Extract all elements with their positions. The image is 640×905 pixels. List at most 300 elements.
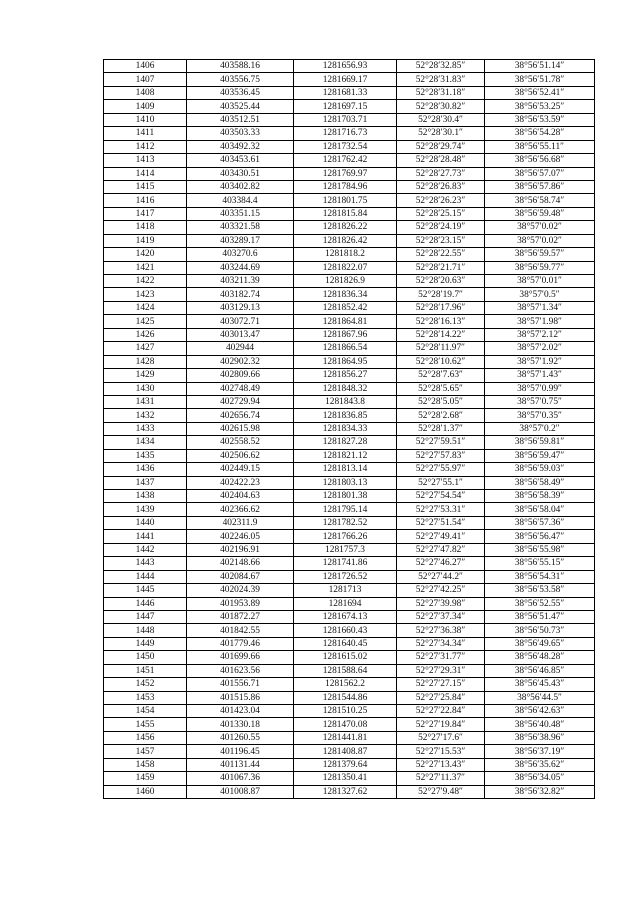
latitude-cell: 52°28′30.4″ bbox=[397, 113, 485, 126]
latitude-cell: 52°27′19.84″ bbox=[397, 718, 485, 731]
latitude-cell: 52°27′31.77″ bbox=[397, 651, 485, 664]
y-coordinate-cell: 1281843.8 bbox=[294, 395, 397, 408]
point-number-cell: 1459 bbox=[104, 772, 187, 785]
latitude-cell: 52°28′31.83″ bbox=[397, 73, 485, 86]
x-coordinate-cell: 403072.71 bbox=[187, 315, 294, 328]
point-number-cell: 1442 bbox=[104, 543, 187, 556]
y-coordinate-cell: 1281713 bbox=[294, 584, 397, 597]
x-coordinate-cell: 403244.69 bbox=[187, 261, 294, 274]
x-coordinate-cell: 402024.39 bbox=[187, 584, 294, 597]
latitude-cell: 52°28′10.62″ bbox=[397, 355, 485, 368]
table-row bbox=[104, 369, 595, 382]
y-coordinate-cell: 1281784.96 bbox=[294, 180, 397, 193]
y-coordinate-cell: 1281656.93 bbox=[294, 60, 397, 73]
table-row bbox=[104, 476, 595, 489]
x-coordinate-cell: 402558.52 bbox=[187, 436, 294, 449]
point-number-cell: 1452 bbox=[104, 678, 187, 691]
x-coordinate-cell: 402506.62 bbox=[187, 449, 294, 462]
point-number-cell: 1422 bbox=[104, 275, 187, 288]
latitude-cell: 52°27′37.34″ bbox=[397, 610, 485, 623]
point-number-cell: 1414 bbox=[104, 167, 187, 180]
y-coordinate-cell: 1281852.42 bbox=[294, 301, 397, 314]
longitude-cell: 38°57′0.35″ bbox=[485, 409, 595, 422]
table-body bbox=[104, 60, 595, 799]
x-coordinate-cell: 402196.91 bbox=[187, 543, 294, 556]
point-number-cell: 1413 bbox=[104, 154, 187, 167]
latitude-cell: 52°28′30.82″ bbox=[397, 100, 485, 113]
x-coordinate-cell: 401008.87 bbox=[187, 785, 294, 798]
y-coordinate-cell: 1281813.14 bbox=[294, 463, 397, 476]
latitude-cell: 52°27′55.97″ bbox=[397, 463, 485, 476]
point-number-cell: 1407 bbox=[104, 73, 187, 86]
longitude-cell: 38°56′34.05″ bbox=[485, 772, 595, 785]
table-row bbox=[104, 234, 595, 247]
y-coordinate-cell: 1281757.3 bbox=[294, 543, 397, 556]
table-row bbox=[104, 772, 595, 785]
latitude-cell: 52°27′42.25″ bbox=[397, 584, 485, 597]
y-coordinate-cell: 1281640.45 bbox=[294, 637, 397, 650]
x-coordinate-cell: 403512.51 bbox=[187, 113, 294, 126]
longitude-cell: 38°56′37.19″ bbox=[485, 745, 595, 758]
table-row bbox=[104, 651, 595, 664]
y-coordinate-cell: 1281769.97 bbox=[294, 167, 397, 180]
x-coordinate-cell: 401131.44 bbox=[187, 758, 294, 771]
point-number-cell: 1420 bbox=[104, 248, 187, 261]
longitude-cell: 38°56′53.59″ bbox=[485, 113, 595, 126]
x-coordinate-cell: 402311.9 bbox=[187, 516, 294, 529]
longitude-cell: 38°56′32.82″ bbox=[485, 785, 595, 798]
longitude-cell: 38°57′0.75″ bbox=[485, 395, 595, 408]
longitude-cell: 38°56′58.74″ bbox=[485, 194, 595, 207]
point-number-cell: 1410 bbox=[104, 113, 187, 126]
table-row bbox=[104, 194, 595, 207]
longitude-cell: 38°57′1.34″ bbox=[485, 301, 595, 314]
latitude-cell: 52°28′22.55″ bbox=[397, 248, 485, 261]
x-coordinate-cell: 403556.75 bbox=[187, 73, 294, 86]
point-number-cell: 1446 bbox=[104, 597, 187, 610]
table-row bbox=[104, 705, 595, 718]
point-number-cell: 1460 bbox=[104, 785, 187, 798]
longitude-cell: 38°56′58.04″ bbox=[485, 503, 595, 516]
longitude-cell: 38°56′57.86″ bbox=[485, 180, 595, 193]
latitude-cell: 52°27′11.37″ bbox=[397, 772, 485, 785]
longitude-cell: 38°56′53.25″ bbox=[485, 100, 595, 113]
y-coordinate-cell: 1281866.54 bbox=[294, 342, 397, 355]
longitude-cell: 38°56′59.03″ bbox=[485, 463, 595, 476]
point-number-cell: 1433 bbox=[104, 422, 187, 435]
point-number-cell: 1427 bbox=[104, 342, 187, 355]
y-coordinate-cell: 1281697.15 bbox=[294, 100, 397, 113]
latitude-cell: 52°28′7.63″ bbox=[397, 369, 485, 382]
latitude-cell: 52°28′32.85″ bbox=[397, 60, 485, 73]
table-row bbox=[104, 758, 595, 771]
y-coordinate-cell: 1281681.33 bbox=[294, 86, 397, 99]
longitude-cell: 38°56′35.62″ bbox=[485, 758, 595, 771]
table-row bbox=[104, 718, 595, 731]
y-coordinate-cell: 1281822.07 bbox=[294, 261, 397, 274]
x-coordinate-cell: 401556.71 bbox=[187, 678, 294, 691]
y-coordinate-cell: 1281588.64 bbox=[294, 664, 397, 677]
y-coordinate-cell: 1281741.86 bbox=[294, 557, 397, 570]
latitude-cell: 52°27′44.2″ bbox=[397, 570, 485, 583]
table-row bbox=[104, 422, 595, 435]
longitude-cell: 38°56′59.77″ bbox=[485, 261, 595, 274]
table-row bbox=[104, 86, 595, 99]
table-row bbox=[104, 678, 595, 691]
x-coordinate-cell: 401067.36 bbox=[187, 772, 294, 785]
latitude-cell: 52°28′24.19″ bbox=[397, 221, 485, 234]
x-coordinate-cell: 403503.33 bbox=[187, 127, 294, 140]
point-number-cell: 1431 bbox=[104, 395, 187, 408]
point-number-cell: 1426 bbox=[104, 328, 187, 341]
latitude-cell: 52°27′29.31″ bbox=[397, 664, 485, 677]
y-coordinate-cell: 1281834.33 bbox=[294, 422, 397, 435]
point-number-cell: 1409 bbox=[104, 100, 187, 113]
x-coordinate-cell: 403013.47 bbox=[187, 328, 294, 341]
x-coordinate-cell: 403321.58 bbox=[187, 221, 294, 234]
latitude-cell: 52°28′5.05″ bbox=[397, 395, 485, 408]
table-row bbox=[104, 167, 595, 180]
table-row bbox=[104, 127, 595, 140]
latitude-cell: 52°28′14.22″ bbox=[397, 328, 485, 341]
y-coordinate-cell: 1281408.87 bbox=[294, 745, 397, 758]
table-row bbox=[104, 261, 595, 274]
table-row bbox=[104, 140, 595, 153]
longitude-cell: 38°57′1.43″ bbox=[485, 369, 595, 382]
longitude-cell: 38°57′2.02″ bbox=[485, 342, 595, 355]
table-row bbox=[104, 100, 595, 113]
longitude-cell: 38°56′42.63″ bbox=[485, 705, 595, 718]
x-coordinate-cell: 402748.49 bbox=[187, 382, 294, 395]
latitude-cell: 52°27′9.48″ bbox=[397, 785, 485, 798]
table-row bbox=[104, 180, 595, 193]
latitude-cell: 52°27′57.83″ bbox=[397, 449, 485, 462]
longitude-cell: 38°56′59.48″ bbox=[485, 207, 595, 220]
latitude-cell: 52°28′11.97″ bbox=[397, 342, 485, 355]
latitude-cell: 52°27′54.54″ bbox=[397, 490, 485, 503]
latitude-cell: 52°28′16.13″ bbox=[397, 315, 485, 328]
y-coordinate-cell: 1281726.52 bbox=[294, 570, 397, 583]
longitude-cell: 38°56′44.5″ bbox=[485, 691, 595, 704]
longitude-cell: 38°56′59.81″ bbox=[485, 436, 595, 449]
point-number-cell: 1429 bbox=[104, 369, 187, 382]
latitude-cell: 52°28′29.74″ bbox=[397, 140, 485, 153]
longitude-cell: 38°57′0.02″ bbox=[485, 234, 595, 247]
x-coordinate-cell: 403430.51 bbox=[187, 167, 294, 180]
table-row bbox=[104, 355, 595, 368]
latitude-cell: 52°27′22.84″ bbox=[397, 705, 485, 718]
x-coordinate-cell: 401699.66 bbox=[187, 651, 294, 664]
table-row bbox=[104, 382, 595, 395]
point-number-cell: 1439 bbox=[104, 503, 187, 516]
x-coordinate-cell: 403289.17 bbox=[187, 234, 294, 247]
y-coordinate-cell: 1281694 bbox=[294, 597, 397, 610]
y-coordinate-cell: 1281327.62 bbox=[294, 785, 397, 798]
y-coordinate-cell: 1281826.9 bbox=[294, 275, 397, 288]
longitude-cell: 38°56′38.96″ bbox=[485, 731, 595, 744]
x-coordinate-cell: 402246.05 bbox=[187, 530, 294, 543]
table-row bbox=[104, 248, 595, 261]
table-row bbox=[104, 315, 595, 328]
table-row bbox=[104, 409, 595, 422]
point-number-cell: 1435 bbox=[104, 449, 187, 462]
point-number-cell: 1450 bbox=[104, 651, 187, 664]
table-row bbox=[104, 530, 595, 543]
y-coordinate-cell: 1281615.02 bbox=[294, 651, 397, 664]
latitude-cell: 52°27′34.34″ bbox=[397, 637, 485, 650]
y-coordinate-cell: 1281864.81 bbox=[294, 315, 397, 328]
x-coordinate-cell: 401842.55 bbox=[187, 624, 294, 637]
coordinates-table bbox=[103, 59, 595, 799]
x-coordinate-cell: 401779.46 bbox=[187, 637, 294, 650]
point-number-cell: 1406 bbox=[104, 60, 187, 73]
point-number-cell: 1445 bbox=[104, 584, 187, 597]
table-row bbox=[104, 557, 595, 570]
latitude-cell: 52°27′27.15″ bbox=[397, 678, 485, 691]
longitude-cell: 38°56′40.48″ bbox=[485, 718, 595, 731]
table-row bbox=[104, 731, 595, 744]
y-coordinate-cell: 1281801.75 bbox=[294, 194, 397, 207]
point-number-cell: 1419 bbox=[104, 234, 187, 247]
point-number-cell: 1454 bbox=[104, 705, 187, 718]
y-coordinate-cell: 1281762.42 bbox=[294, 154, 397, 167]
y-coordinate-cell: 1281815.84 bbox=[294, 207, 397, 220]
point-number-cell: 1430 bbox=[104, 382, 187, 395]
point-number-cell: 1458 bbox=[104, 758, 187, 771]
latitude-cell: 52°28′1.37″ bbox=[397, 422, 485, 435]
y-coordinate-cell: 1281510.25 bbox=[294, 705, 397, 718]
longitude-cell: 38°56′50.73″ bbox=[485, 624, 595, 637]
point-number-cell: 1453 bbox=[104, 691, 187, 704]
latitude-cell: 52°27′17.6″ bbox=[397, 731, 485, 744]
x-coordinate-cell: 402809.66 bbox=[187, 369, 294, 382]
table-row bbox=[104, 301, 595, 314]
longitude-cell: 38°56′49.65″ bbox=[485, 637, 595, 650]
latitude-cell: 52°28′27.73″ bbox=[397, 167, 485, 180]
point-number-cell: 1428 bbox=[104, 355, 187, 368]
table-row bbox=[104, 154, 595, 167]
table-row bbox=[104, 328, 595, 341]
y-coordinate-cell: 1281716.73 bbox=[294, 127, 397, 140]
point-number-cell: 1443 bbox=[104, 557, 187, 570]
point-number-cell: 1417 bbox=[104, 207, 187, 220]
table-row bbox=[104, 436, 595, 449]
longitude-cell: 38°56′57.07″ bbox=[485, 167, 595, 180]
x-coordinate-cell: 403129.13 bbox=[187, 301, 294, 314]
y-coordinate-cell: 1281544.86 bbox=[294, 691, 397, 704]
table-row bbox=[104, 597, 595, 610]
table-row bbox=[104, 449, 595, 462]
x-coordinate-cell: 402422.23 bbox=[187, 476, 294, 489]
point-number-cell: 1448 bbox=[104, 624, 187, 637]
table-row bbox=[104, 610, 595, 623]
longitude-cell: 38°56′46.85″ bbox=[485, 664, 595, 677]
table-row bbox=[104, 275, 595, 288]
latitude-cell: 52°28′20.63″ bbox=[397, 275, 485, 288]
latitude-cell: 52°27′25.84″ bbox=[397, 691, 485, 704]
longitude-cell: 38°56′48.28″ bbox=[485, 651, 595, 664]
x-coordinate-cell: 401423.04 bbox=[187, 705, 294, 718]
point-number-cell: 1449 bbox=[104, 637, 187, 650]
latitude-cell: 52°27′15.53″ bbox=[397, 745, 485, 758]
point-number-cell: 1412 bbox=[104, 140, 187, 153]
y-coordinate-cell: 1281836.34 bbox=[294, 288, 397, 301]
x-coordinate-cell: 403402.82 bbox=[187, 180, 294, 193]
latitude-cell: 52°28′26.83″ bbox=[397, 180, 485, 193]
y-coordinate-cell: 1281826.42 bbox=[294, 234, 397, 247]
x-coordinate-cell: 402656.74 bbox=[187, 409, 294, 422]
y-coordinate-cell: 1281669.17 bbox=[294, 73, 397, 86]
latitude-cell: 52°28′19.7″ bbox=[397, 288, 485, 301]
latitude-cell: 52°28′28.48″ bbox=[397, 154, 485, 167]
x-coordinate-cell: 403270.6 bbox=[187, 248, 294, 261]
y-coordinate-cell: 1281350.41 bbox=[294, 772, 397, 785]
point-number-cell: 1436 bbox=[104, 463, 187, 476]
longitude-cell: 38°57′0.99″ bbox=[485, 382, 595, 395]
point-number-cell: 1421 bbox=[104, 261, 187, 274]
y-coordinate-cell: 1281836.85 bbox=[294, 409, 397, 422]
longitude-cell: 38°56′56.68″ bbox=[485, 154, 595, 167]
longitude-cell: 38°56′51.47″ bbox=[485, 610, 595, 623]
y-coordinate-cell: 1281470.08 bbox=[294, 718, 397, 731]
y-coordinate-cell: 1281856.27 bbox=[294, 369, 397, 382]
y-coordinate-cell: 1281827.28 bbox=[294, 436, 397, 449]
point-number-cell: 1455 bbox=[104, 718, 187, 731]
longitude-cell: 38°56′53.58″ bbox=[485, 584, 595, 597]
point-number-cell: 1432 bbox=[104, 409, 187, 422]
x-coordinate-cell: 401872.27 bbox=[187, 610, 294, 623]
x-coordinate-cell: 402729.94 bbox=[187, 395, 294, 408]
point-number-cell: 1424 bbox=[104, 301, 187, 314]
longitude-cell: 38°57′1.92″ bbox=[485, 355, 595, 368]
latitude-cell: 52°27′47.82″ bbox=[397, 543, 485, 556]
longitude-cell: 38°56′58.49″ bbox=[485, 476, 595, 489]
latitude-cell: 52°27′55.1″ bbox=[397, 476, 485, 489]
latitude-cell: 52°28′21.71″ bbox=[397, 261, 485, 274]
table-row bbox=[104, 490, 595, 503]
y-coordinate-cell: 1281674.13 bbox=[294, 610, 397, 623]
longitude-cell: 38°56′51.78″ bbox=[485, 73, 595, 86]
table-row bbox=[104, 637, 595, 650]
point-number-cell: 1447 bbox=[104, 610, 187, 623]
latitude-cell: 52°27′49.41″ bbox=[397, 530, 485, 543]
longitude-cell: 38°56′58.39″ bbox=[485, 490, 595, 503]
table-row bbox=[104, 570, 595, 583]
point-number-cell: 1408 bbox=[104, 86, 187, 99]
y-coordinate-cell: 1281703.71 bbox=[294, 113, 397, 126]
y-coordinate-cell: 1281801.38 bbox=[294, 490, 397, 503]
x-coordinate-cell: 403211.39 bbox=[187, 275, 294, 288]
point-number-cell: 1418 bbox=[104, 221, 187, 234]
latitude-cell: 52°27′36.38″ bbox=[397, 624, 485, 637]
table-row bbox=[104, 60, 595, 73]
longitude-cell: 38°56′54.31″ bbox=[485, 570, 595, 583]
point-number-cell: 1457 bbox=[104, 745, 187, 758]
y-coordinate-cell: 1281766.26 bbox=[294, 530, 397, 543]
table-row bbox=[104, 691, 595, 704]
table-row bbox=[104, 463, 595, 476]
x-coordinate-cell: 403351.15 bbox=[187, 207, 294, 220]
y-coordinate-cell: 1281818.2 bbox=[294, 248, 397, 261]
y-coordinate-cell: 1281782.52 bbox=[294, 516, 397, 529]
x-coordinate-cell: 403588.16 bbox=[187, 60, 294, 73]
point-number-cell: 1440 bbox=[104, 516, 187, 529]
latitude-cell: 52°27′53.31″ bbox=[397, 503, 485, 516]
table-row bbox=[104, 207, 595, 220]
point-number-cell: 1423 bbox=[104, 288, 187, 301]
table-row bbox=[104, 288, 595, 301]
point-number-cell: 1437 bbox=[104, 476, 187, 489]
x-coordinate-cell: 403525.44 bbox=[187, 100, 294, 113]
x-coordinate-cell: 402449.15 bbox=[187, 463, 294, 476]
point-number-cell: 1415 bbox=[104, 180, 187, 193]
latitude-cell: 52°27′46.27″ bbox=[397, 557, 485, 570]
point-number-cell: 1441 bbox=[104, 530, 187, 543]
y-coordinate-cell: 1281803.13 bbox=[294, 476, 397, 489]
table-row bbox=[104, 624, 595, 637]
x-coordinate-cell: 401260.55 bbox=[187, 731, 294, 744]
x-coordinate-cell: 401515.86 bbox=[187, 691, 294, 704]
y-coordinate-cell: 1281826.22 bbox=[294, 221, 397, 234]
longitude-cell: 38°56′57.36″ bbox=[485, 516, 595, 529]
table-row bbox=[104, 785, 595, 798]
latitude-cell: 52°28′2.68″ bbox=[397, 409, 485, 422]
latitude-cell: 52°28′26.23″ bbox=[397, 194, 485, 207]
table-row bbox=[104, 503, 595, 516]
point-number-cell: 1451 bbox=[104, 664, 187, 677]
x-coordinate-cell: 403492.32 bbox=[187, 140, 294, 153]
x-coordinate-cell: 402148.66 bbox=[187, 557, 294, 570]
latitude-cell: 52°28′25.15″ bbox=[397, 207, 485, 220]
table-row bbox=[104, 745, 595, 758]
table-row bbox=[104, 73, 595, 86]
latitude-cell: 52°28′23.15″ bbox=[397, 234, 485, 247]
x-coordinate-cell: 403453.61 bbox=[187, 154, 294, 167]
latitude-cell: 52°27′59.51″ bbox=[397, 436, 485, 449]
x-coordinate-cell: 402084.67 bbox=[187, 570, 294, 583]
x-coordinate-cell: 401330.18 bbox=[187, 718, 294, 731]
point-number-cell: 1456 bbox=[104, 731, 187, 744]
x-coordinate-cell: 402366.62 bbox=[187, 503, 294, 516]
longitude-cell: 38°56′52.41″ bbox=[485, 86, 595, 99]
y-coordinate-cell: 1281864.95 bbox=[294, 355, 397, 368]
x-coordinate-cell: 402902.32 bbox=[187, 355, 294, 368]
longitude-cell: 38°56′54.28″ bbox=[485, 127, 595, 140]
longitude-cell: 38°57′1.98″ bbox=[485, 315, 595, 328]
longitude-cell: 38°56′55.11″ bbox=[485, 140, 595, 153]
longitude-cell: 38°56′51.14″ bbox=[485, 60, 595, 73]
x-coordinate-cell: 401196.45 bbox=[187, 745, 294, 758]
table-row bbox=[104, 543, 595, 556]
point-number-cell: 1416 bbox=[104, 194, 187, 207]
point-number-cell: 1434 bbox=[104, 436, 187, 449]
latitude-cell: 52°27′13.43″ bbox=[397, 758, 485, 771]
table-row bbox=[104, 113, 595, 126]
latitude-cell: 52°27′51.54″ bbox=[397, 516, 485, 529]
x-coordinate-cell: 403182.74 bbox=[187, 288, 294, 301]
longitude-cell: 38°57′0.01″ bbox=[485, 275, 595, 288]
table-row bbox=[104, 395, 595, 408]
y-coordinate-cell: 1281867.96 bbox=[294, 328, 397, 341]
y-coordinate-cell: 1281441.81 bbox=[294, 731, 397, 744]
longitude-cell: 38°56′45.43″ bbox=[485, 678, 595, 691]
y-coordinate-cell: 1281848.32 bbox=[294, 382, 397, 395]
longitude-cell: 38°57′0.5″ bbox=[485, 288, 595, 301]
latitude-cell: 52°28′30.1″ bbox=[397, 127, 485, 140]
x-coordinate-cell: 402404.63 bbox=[187, 490, 294, 503]
point-number-cell: 1444 bbox=[104, 570, 187, 583]
x-coordinate-cell: 402615.98 bbox=[187, 422, 294, 435]
